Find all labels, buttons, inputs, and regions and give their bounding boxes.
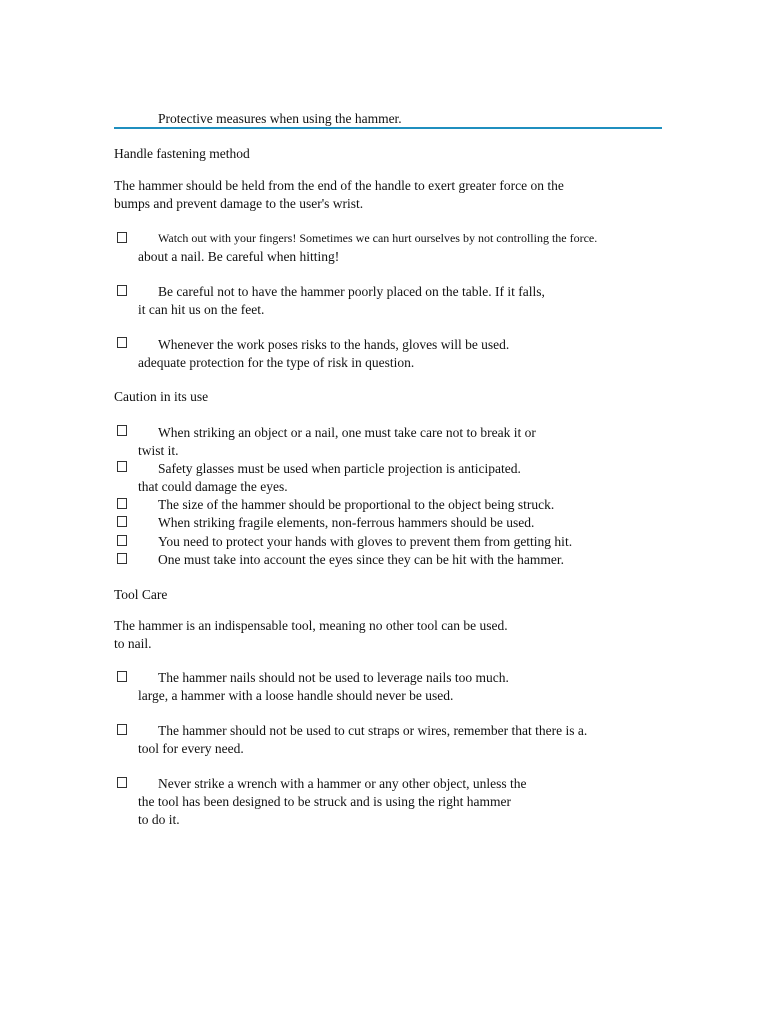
- section-heading-caution: Caution in its use: [114, 389, 209, 404]
- care-bullet-2-line-2: tool for every need.: [138, 741, 244, 756]
- care-bullet-1-line-2: large, a hammer with a loose handle should never be used.: [138, 688, 454, 703]
- caution-bullet-1-line-1: When striking an object or a nail, one must take care not to break it or: [158, 425, 536, 440]
- bullet-icon: [117, 516, 127, 527]
- handle-bullet-1-line-2: about a nail. Be careful when hitting!: [138, 249, 340, 264]
- bullet-icon: [117, 337, 127, 348]
- caution-bullet-2-line-2: that could damage the eyes.: [138, 479, 288, 494]
- care-bullet-3-line-3: to do it.: [138, 812, 180, 827]
- bullet-icon: [117, 285, 127, 296]
- page-title: Protective measures when using the hammer.: [158, 111, 402, 126]
- handle-bullet-2-line-2: it can hit us on the feet.: [138, 302, 265, 317]
- handle-bullet-3-line-1: Whenever the work poses risks to the hands, gloves will be used.: [158, 337, 510, 352]
- care-intro-line-1: The hammer is an indispensable tool, meaning no other tool can be used.: [114, 618, 508, 633]
- title-rule: [114, 110, 662, 129]
- care-intro-line-2: to nail.: [114, 636, 152, 651]
- caution-bullet-4: When striking fragile elements, non-ferrous hammers should be used.: [158, 515, 535, 530]
- caution-bullet-2-line-1: Safety glasses must be used when particle projection is anticipated.: [158, 461, 521, 476]
- caution-bullet-3: The size of the hammer should be proportional to the object being struck.: [158, 497, 555, 512]
- bullet-icon: [117, 498, 127, 509]
- care-bullet-3-line-2: the tool has been designed to be struck and is using the right hammer: [138, 794, 512, 809]
- care-bullet-2-line-1: The hammer should not be used to cut straps or wires, remember that there is a.: [158, 723, 588, 738]
- section-heading-handle: Handle fastening method: [114, 146, 250, 161]
- bullet-icon: [117, 777, 127, 788]
- caution-bullet-5: You need to protect your hands with gloves to prevent them from getting hit.: [158, 534, 573, 549]
- handle-bullet-2-line-1: Be careful not to have the hammer poorly placed on the table. If it falls,: [158, 284, 545, 299]
- handle-bullet-1-line-1: Watch out with your fingers! Sometimes we can hurt ourselves by not controlling the force.: [158, 231, 598, 245]
- bullet-icon: [117, 553, 127, 564]
- bullet-icon: [117, 425, 127, 436]
- bullet-icon: [117, 232, 127, 243]
- caution-bullet-6: One must take into account the eyes since they can be hit with the hammer.: [158, 552, 565, 567]
- bullet-icon: [117, 461, 127, 472]
- care-bullet-3-line-1: Never strike a wrench with a hammer or any other object, unless the: [158, 776, 527, 791]
- bullet-icon: [117, 724, 127, 735]
- caution-bullet-1-line-2: twist it.: [138, 443, 179, 458]
- bullet-icon: [117, 535, 127, 546]
- handle-intro-line-1: The hammer should be held from the end of the handle to exert greater force on the: [114, 178, 564, 193]
- handle-intro-line-2: bumps and prevent damage to the user's wrist.: [114, 196, 364, 211]
- handle-bullet-3-line-2: adequate protection for the type of risk in question.: [138, 355, 415, 370]
- care-bullet-1-line-1: The hammer nails should not be used to leverage nails too much.: [158, 670, 509, 685]
- section-heading-care: Tool Care: [114, 587, 168, 602]
- bullet-icon: [117, 671, 127, 682]
